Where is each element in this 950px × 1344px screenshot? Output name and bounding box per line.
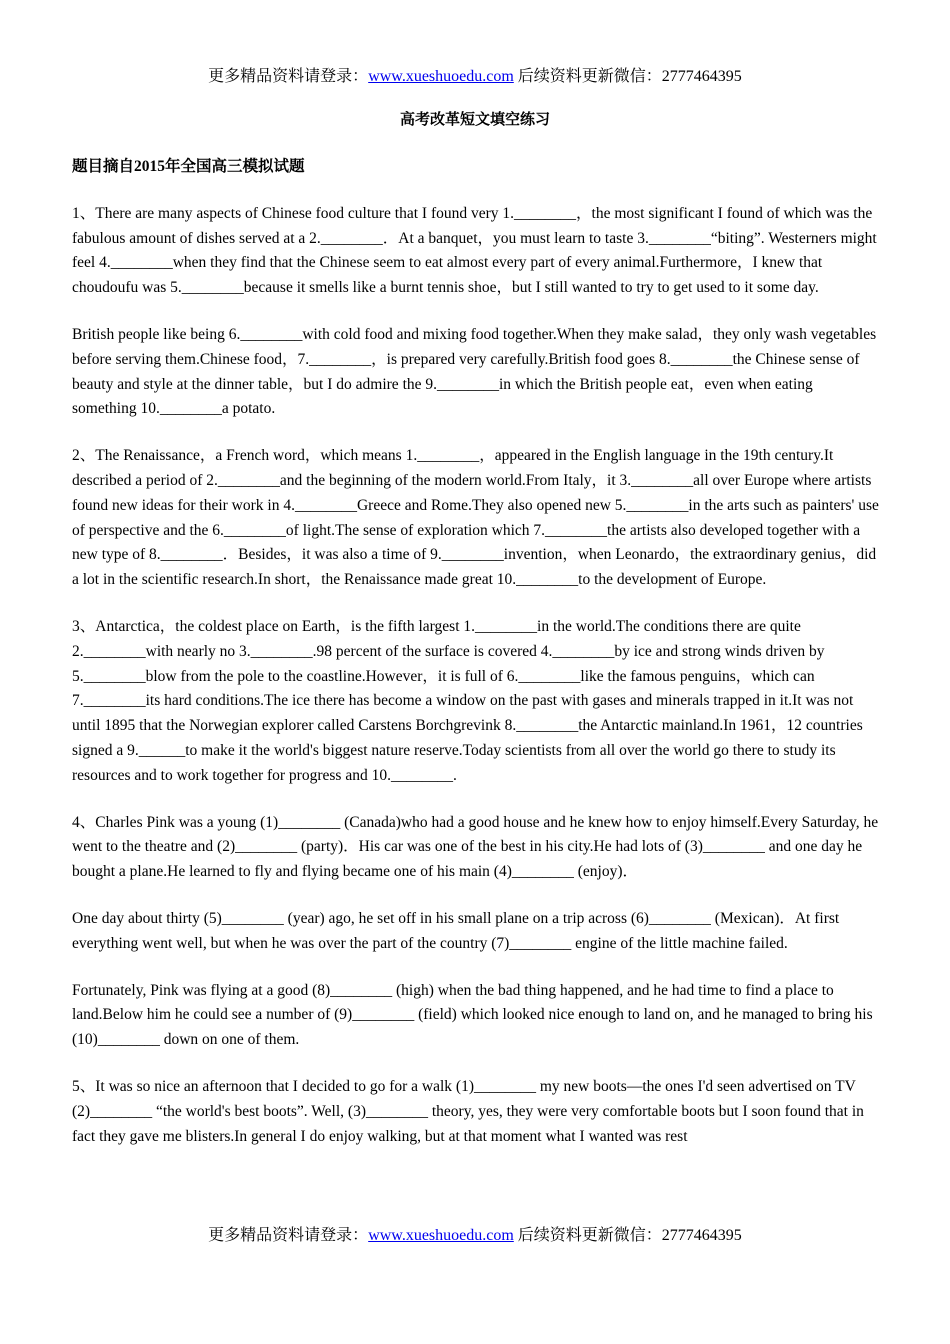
header-website-link[interactable]: www.xueshuoedu.com — [368, 68, 514, 85]
paragraph: 3、Antarctica，the coldest place on Earth，is the fifth largest 1.________in the world.The conditions there are quite 2.________with nearly no 3.________.98 percent of the surface is covered 4.________by ice and strong winds driven by 5.________blow from the pole to the coastline.However，it is full of 6.________like the famous penguins，which can 7.________its hard conditions.The ice there has become a window on the past with gases and minerals trapped in it.It was not until 1895 that the Norwegian explorer called Carstens Borchgrevink 8.________the Antarctic mainland.In 1961，12 countries signed a 9.______to make it the world's biggest nature reserve.Today scientists from all over the world go there to study its resources and to work together for progress and 10.________. — [72, 617, 863, 784]
footer-suffix: 后续资料更新微信：2777464395 — [513, 1227, 742, 1244]
header-suffix: 后续资料更新微信：2777464395 — [513, 68, 742, 85]
page-footer — [0, 1225, 950, 1247]
paragraph: 5、It was so nice an afternoon that I decided to go for a walk (1)________ my new boots—the ones I'd seen advertised on TV (2)________ “the world's best boots”. Well, (3)________ theory, yes, they were very comfortable boots but I soon found that in fact they gave me blisters.In general I do enjoy walking, but at that moment what I wanted was rest — [72, 1077, 864, 1145]
document-title: 高考改革短文填空练习 — [399, 112, 550, 128]
paragraph: 4、Charles Pink was a young (1)________ (Canada)who had a good house and he knew how to enjoy himself.Every Saturday, he went to the theatre and (2)________ (party)．His car was one of the best in his city.He had lots of (3)________ and one day he bought a plane.He learned to fly and flying became one of his main (4)________ (enjoy)． — [72, 813, 879, 881]
paragraph: British people like being 6.________with cold food and mixing food together.When they make salad，they only wash vegetables before serving them.Chinese food，7.________，is prepared very carefully.British food goes 8.________the Chinese sense of beauty and style at the dinner table，but I do admire the 9.________in which the British people eat，even when eating something 10.________a potato. — [72, 325, 877, 418]
paragraph: 2、The Renaissance，a French word，which means 1.________，appeared in the English language in the 19th century.It described a period of 2.________and the beginning of the modern world.From Italy，it 3.________all over Europe where artists found new ideas for their work in 4.________Greece and Rome.They also opened new 5.________in the arts such as painters' use of perspective and the 6.________of light.The sense of exploration which 7.________the artists also developed together with a new type of 8.________．Besides，it was also a time of 9.________invention，when Leonardo，the extraordinary genius，did a lot in the scientific research.In short，the Renaissance made great 10.________to the development of Europe. — [72, 447, 879, 589]
paragraph: Fortunately, Pink was flying at a good (8)________ (high) when the bad thing happened, and he had time to find a place to land.Below him he could see a number of (9)________ (field) which looked nice enough to land on, and he managed to bring his (10)________ down on one of them. — [72, 981, 873, 1049]
page-header — [0, 66, 950, 88]
paragraph: One day about thirty (5)________ (year) ago, he set off in his small plane on a trip across (6)________ (Mexican)．At first everything went well, but when he was over the part of the country (7)________ engine of the little machine failed. — [72, 909, 840, 952]
document-subtitle: 题目摘自2015年全国高三模拟试题 — [72, 158, 305, 175]
footer-website-link[interactable]: www.xueshuoedu.com — [368, 1227, 514, 1244]
footer-prefix: 更多精品资料请登录： — [208, 1227, 369, 1244]
header-prefix: 更多精品资料请登录： — [208, 68, 369, 85]
document-body — [72, 155, 880, 1171]
paragraph: 1、There are many aspects of Chinese food culture that I found very 1.________，the most significant I found of which was the fabulous amount of dishes served at a 2.________．At a banquet，you must learn to taste 3.________“biting”. Westerners might feel 4.________when they find that the Chinese seem to eat almost every part of every animal.Furthermore，I knew that choudoufu was 5.________because it smells like a burnt tennis shoe，but I still wanted to try to get used to it some day. — [72, 204, 877, 297]
